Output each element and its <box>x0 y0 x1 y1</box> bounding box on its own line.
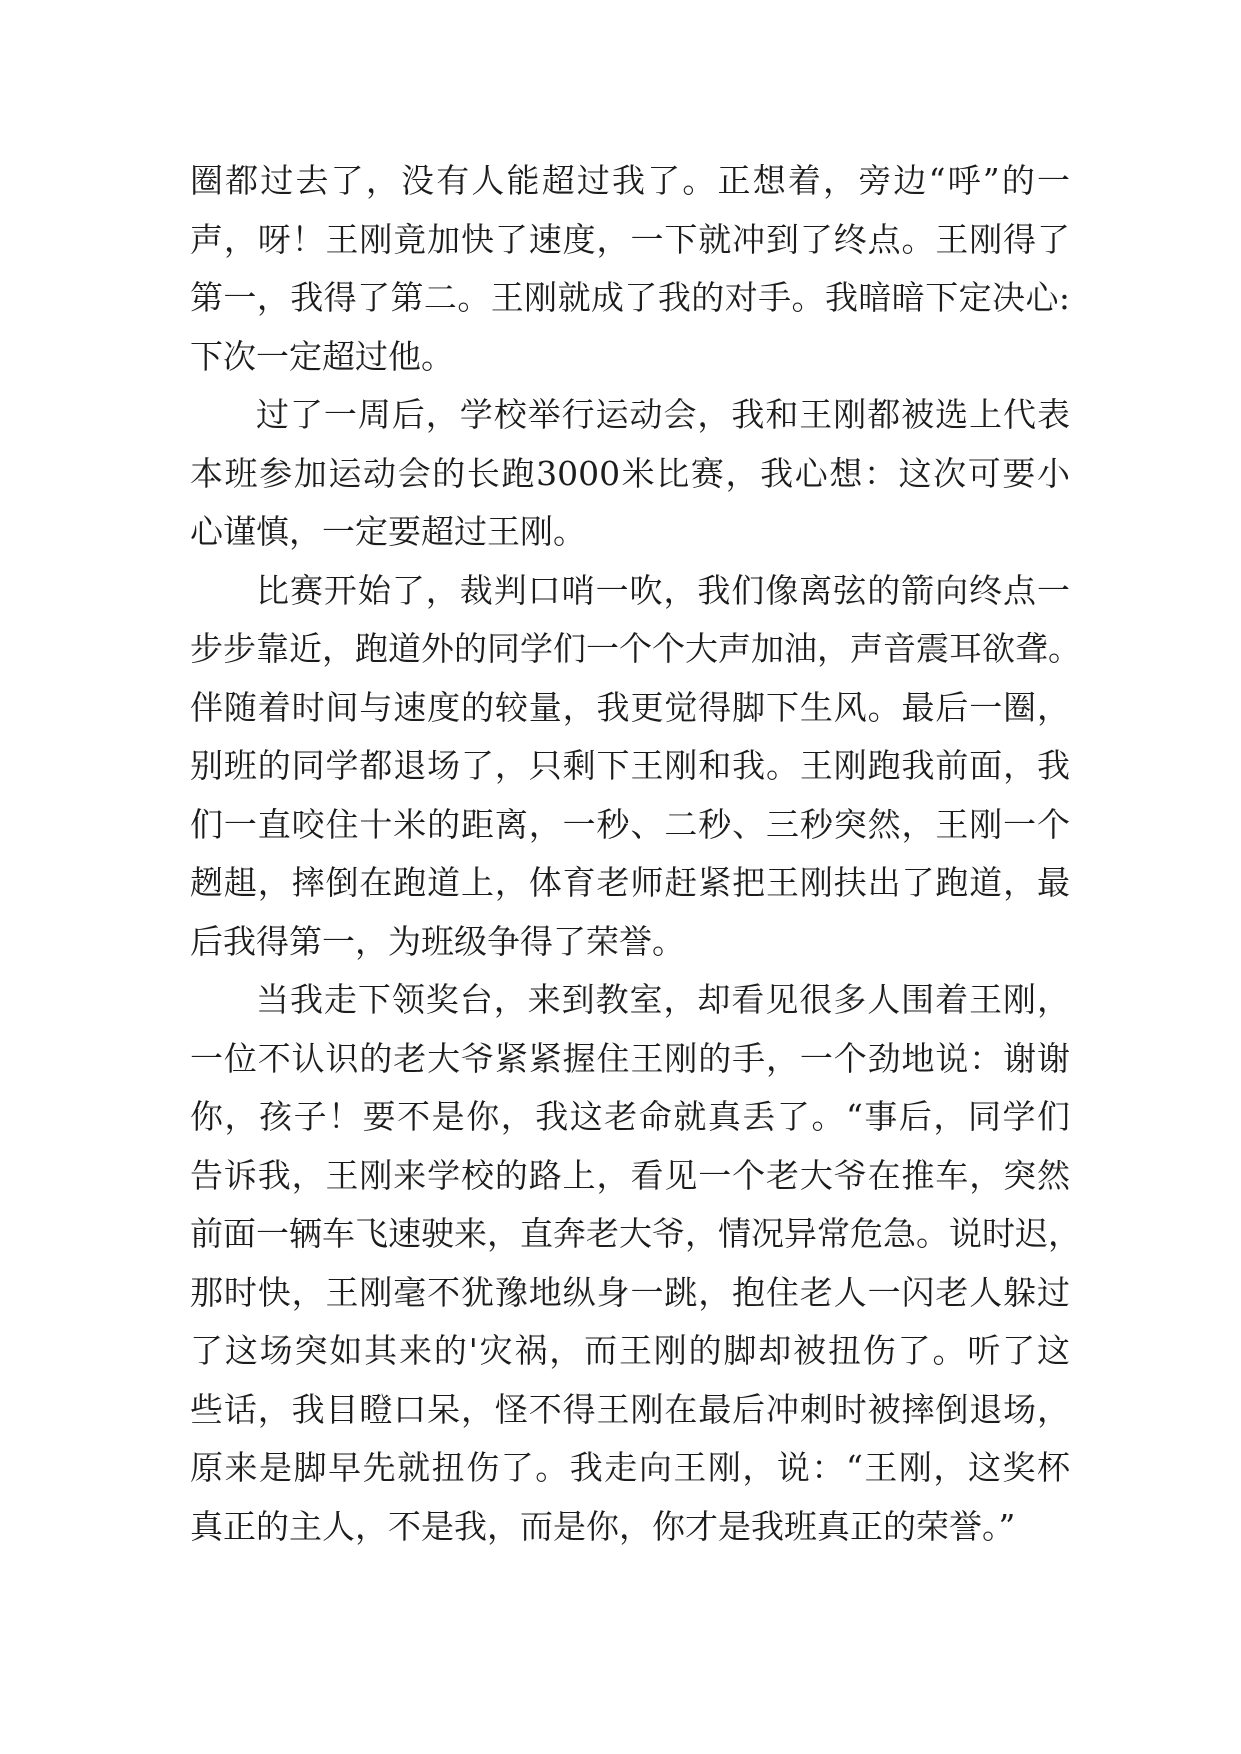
text-line: 后我得第一，为班级争得了荣誉。 <box>190 921 685 961</box>
text-line: 那时快，王刚毫不犹豫地纵身一跳，抱住老人一闪老人躲过 <box>190 1272 1070 1312</box>
text-line: 真正的主人，不是我，而是你，你才是我班真正的荣誉。” <box>190 1506 1016 1546</box>
text-line: 你，孩子！要不是你，我这老命就真丢了。“事后，同学们 <box>190 1097 1070 1136</box>
text-line: 一位不认识的老大爷紧紧握住王刚的手，一个劲地说：谢谢 <box>190 1038 1070 1078</box>
text-line: 告诉我，王刚来学校的路上，看见一个老大爷在推车，突然 <box>190 1155 1070 1195</box>
text-line: 别班的同学都退场了，只剩下王刚和我。王刚跑我前面，我 <box>190 746 1070 785</box>
text-line: 下次一定超过他。 <box>190 336 454 376</box>
text-line: 前面一辆车飞速驶来，直奔老大爷，情况异常危急。说时迟， <box>190 1214 1081 1253</box>
text-line: 原来是脚早先就扭伤了。我走向王刚，说：“王刚，这奖杯 <box>190 1448 1070 1487</box>
text-line: 些话，我目瞪口呆，怪不得王刚在最后冲刺时被摔倒退场， <box>190 1389 1070 1429</box>
text-line: 趔趄，摔倒在跑道上，体育老师赶紧把王刚扶出了跑道，最 <box>190 863 1070 902</box>
text-line: 伴随着时间与速度的较量，我更觉得脚下生风。最后一圈， <box>190 687 1070 727</box>
text-line: 声，呀！王刚竟加快了速度，一下就冲到了终点。王刚得了 <box>190 219 1070 259</box>
text-line: 第一，我得了第二。王刚就成了我的对手。我暗暗下定决心: <box>190 278 1070 317</box>
text-line: 比赛开始了，裁判口哨一吹，我们像离弦的箭向终点一 <box>256 570 1070 610</box>
text-line: 本班参加运动会的长跑3000米比赛，我心想：这次可要小 <box>190 453 1070 493</box>
text-line: 过了一周后，学校举行运动会，我和王刚都被选上代表 <box>256 395 1070 434</box>
text-line: 圈都过去了，没有人能超过我了。正想着，旁边“呼”的一 <box>190 161 1070 200</box>
text-line: 心谨慎，一定要超过王刚。 <box>190 512 586 551</box>
text-line: 了这场突如其来的'灾祸，而王刚的脚却被扭伤了。听了这 <box>190 1331 1070 1370</box>
text-line: 步步靠近，跑道外的同学们一个个大声加油，声音震耳欲聋。 <box>190 629 1081 668</box>
body-text <box>190 152 1081 1556</box>
text-line: 当我走下领奖台，来到教室，却看见很多人围着王刚， <box>256 980 1070 1019</box>
text-line: 们一直咬住十米的距离，一秒、二秒、三秒突然，王刚一个 <box>190 804 1070 844</box>
